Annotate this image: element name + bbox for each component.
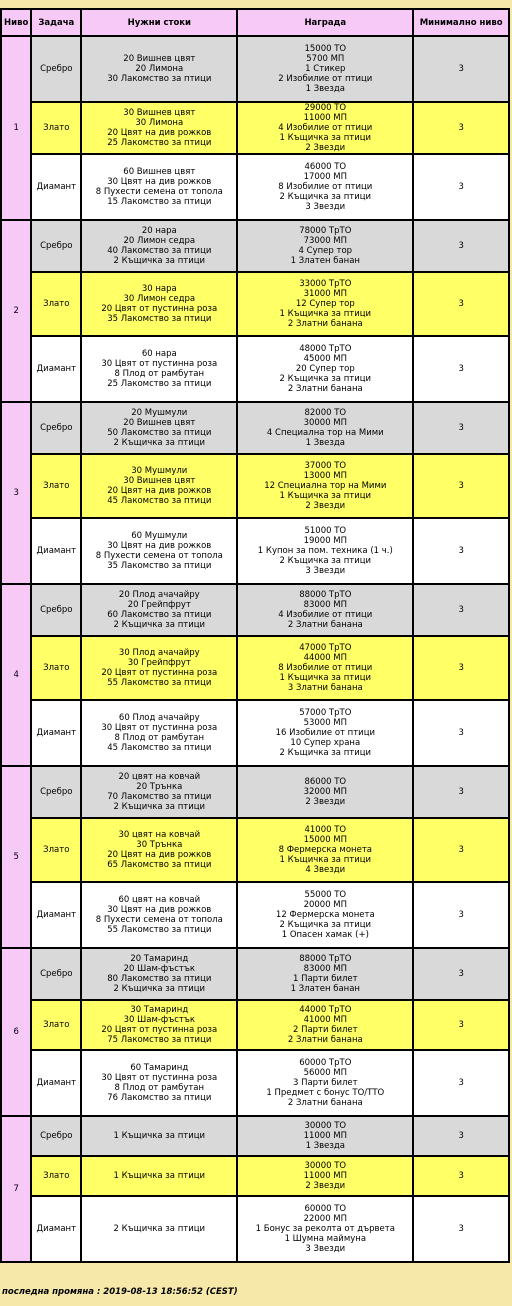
table-row — [1, 272, 509, 336]
goods-cell — [81, 36, 237, 102]
goods-line: 50 Лакомство за птици — [107, 428, 212, 438]
reward-line: 44000 ТрТО — [299, 1005, 352, 1015]
reward-line: 2 Златни банана — [287, 1098, 363, 1108]
reward-line: 30000 ТО — [304, 1121, 347, 1131]
goods-line: 30 Грейпфрут — [127, 658, 191, 668]
task-diamond-cell: Диамант — [31, 1050, 81, 1116]
reward-cell — [237, 766, 413, 818]
task-gold-cell: Злато — [31, 636, 81, 700]
task-diamond-cell: Диамант — [31, 882, 81, 948]
goods-line: 30 Лакомство за птици — [107, 74, 212, 84]
goods-line: 2 Къщичка за птици — [113, 984, 206, 994]
reward-line: 1 Златен банан — [290, 984, 360, 994]
reward-line: 1 Парти билет — [292, 974, 358, 984]
goods-line: 60 Тамаринд — [130, 1063, 189, 1073]
goods-cell — [81, 882, 237, 948]
header-goods: Нужни стоки — [81, 9, 237, 36]
reward-line: 2 Златни банана — [287, 620, 363, 630]
level-cell: 4 — [1, 584, 31, 766]
last-modified-footer: последна промяна : 2019-08-13 18:56:52 (CEST) — [2, 1287, 238, 1297]
table-row — [1, 700, 509, 766]
goods-line: 2 Къщичка за птици — [113, 802, 206, 812]
reward-line: 1 Звезда — [305, 438, 345, 448]
reward-line: 2 Къщичка за птици — [279, 920, 372, 930]
reward-line: 12 Фермерска монета — [275, 910, 375, 920]
table-row — [1, 518, 509, 584]
goods-line: 30 Шам-фъстък — [123, 1015, 195, 1025]
goods-line: 15 Лакомство за птици — [107, 197, 212, 207]
reward-line: 33000 ТрТО — [299, 279, 352, 289]
reward-line: 4 Изобилие от птици — [278, 123, 373, 133]
reward-cell — [237, 584, 413, 636]
reward-cell — [237, 1116, 413, 1156]
goods-cell — [81, 518, 237, 584]
min-level-cell: 3 — [413, 636, 509, 700]
goods-line: 35 Лакомство за птици — [107, 314, 212, 324]
goods-line: 20 Лимон седра — [123, 236, 196, 246]
reward-line: 1 Звезда — [305, 1141, 345, 1151]
min-level-cell: 3 — [413, 454, 509, 518]
min-level-cell: 3 — [413, 766, 509, 818]
reward-line: 1 Къщичка за птици — [279, 309, 372, 319]
task-diamond-cell: Диамант — [31, 336, 81, 402]
reward-line: 3 Златни банана — [287, 683, 363, 693]
reward-line: 82000 ТО — [304, 408, 347, 418]
reward-line: 53000 МП — [303, 718, 348, 728]
level-cell: 7 — [1, 1116, 31, 1262]
level-cell: 6 — [1, 948, 31, 1116]
task-gold-cell: Злато — [31, 454, 81, 518]
reward-line: 3 Парти билет — [292, 1078, 358, 1088]
reward-line: 16 Изобилие от птици — [275, 728, 376, 738]
min-level-cell: 3 — [413, 882, 509, 948]
goods-cell — [81, 220, 237, 272]
task-silver-cell: Сребро — [31, 766, 81, 818]
reward-line: 4 Звезди — [305, 865, 346, 875]
goods-line: 2 Къщичка за птици — [113, 1224, 206, 1234]
min-level-cell: 3 — [413, 518, 509, 584]
reward-cell — [237, 948, 413, 1000]
reward-cell — [237, 818, 413, 882]
level-cell: 5 — [1, 766, 31, 948]
task-silver-cell: Сребро — [31, 584, 81, 636]
reward-line: 22000 МП — [303, 1214, 348, 1224]
goods-line: 30 Цвят на див рожков — [107, 177, 212, 187]
reward-line: 31000 МП — [303, 289, 348, 299]
reward-line: 86000 ТО — [304, 777, 347, 787]
goods-line: 20 Вишнев цвят — [123, 418, 196, 428]
goods-line: 20 Цвят от пустинна роза — [101, 1025, 218, 1035]
goods-line: 30 Цвят на див рожков — [107, 905, 212, 915]
goods-line: 30 нара — [141, 284, 177, 294]
goods-line: 20 нара — [141, 226, 177, 236]
min-level-cell: 3 — [413, 336, 509, 402]
reward-line: 4 Изобилие от птици — [278, 610, 373, 620]
goods-line: 30 Лимон седра — [123, 294, 196, 304]
reward-line: 12 Супер тор — [295, 299, 355, 309]
rewards-table — [0, 8, 510, 1263]
level-cell: 2 — [1, 220, 31, 402]
goods-line: 20 Шам-фъстък — [123, 964, 195, 974]
reward-line: 4 Супер тор — [298, 246, 353, 256]
min-level-cell: 3 — [413, 948, 509, 1000]
reward-line: 3 Звезди — [305, 566, 346, 576]
table-row — [1, 220, 509, 272]
goods-line: 65 Лакомство за птици — [107, 860, 212, 870]
table-row — [1, 336, 509, 402]
reward-line: 2 Изобилие от птици — [278, 74, 373, 84]
task-silver-cell: Сребро — [31, 948, 81, 1000]
min-level-cell: 3 — [413, 1196, 509, 1262]
goods-line: 8 Плод от рамбутан — [114, 733, 205, 743]
task-gold-cell: Злато — [31, 818, 81, 882]
reward-cell — [237, 882, 413, 948]
reward-line: 1 Купон за пом. техника (1 ч.) — [257, 546, 393, 556]
reward-cell — [237, 1050, 413, 1116]
header-row — [1, 9, 509, 36]
reward-line: 3 Звезди — [305, 1244, 346, 1254]
goods-line: 60 Вишнев цвят — [123, 167, 196, 177]
task-gold-cell: Злато — [31, 1156, 81, 1196]
goods-cell — [81, 1196, 237, 1262]
min-level-cell: 3 — [413, 220, 509, 272]
goods-line: 20 Цвят от пустинна роза — [101, 304, 218, 314]
reward-line: 41000 ТО — [304, 825, 347, 835]
goods-line: 20 Мушмули — [131, 408, 188, 418]
level-cell: 1 — [1, 36, 31, 220]
task-silver-cell: Сребро — [31, 220, 81, 272]
goods-cell — [81, 584, 237, 636]
reward-line: 83000 МП — [303, 600, 348, 610]
table-row — [1, 1116, 509, 1156]
reward-line: 56000 МП — [303, 1068, 348, 1078]
reward-line: 10 Супер храна — [290, 738, 361, 748]
table-row — [1, 454, 509, 518]
task-silver-cell: Сребро — [31, 402, 81, 454]
table-row — [1, 948, 509, 1000]
goods-line: 55 Лакомство за птици — [107, 678, 212, 688]
reward-line: 1 Звезда — [305, 84, 345, 94]
reward-line: 8 Изобилие от птици — [278, 663, 373, 673]
goods-cell — [81, 818, 237, 882]
goods-line: 20 Лимона — [135, 64, 184, 74]
header-min-level: Минимално ниво — [413, 9, 509, 36]
reward-line: 5700 МП — [306, 54, 345, 64]
goods-line: 30 Лимона — [135, 118, 184, 128]
reward-cell — [237, 1196, 413, 1262]
reward-cell — [237, 102, 413, 154]
task-diamond-cell: Диамант — [31, 518, 81, 584]
reward-cell — [237, 636, 413, 700]
reward-line: 88000 ТрТО — [299, 590, 352, 600]
goods-cell — [81, 336, 237, 402]
table-row — [1, 154, 509, 220]
reward-line: 1 Бонус за реколта от дървета — [255, 1224, 395, 1234]
goods-cell — [81, 1050, 237, 1116]
goods-line: 20 Цвят на див рожков — [107, 128, 212, 138]
reward-line: 57000 ТрТО — [299, 708, 352, 718]
goods-line: 30 Вишнев цвят — [123, 108, 196, 118]
task-silver-cell: Сребро — [31, 36, 81, 102]
table-row — [1, 36, 509, 102]
goods-line: 8 Пухести семена от топола — [95, 551, 223, 561]
goods-line: 60 Плод ачачайру — [118, 713, 200, 723]
goods-line: 60 Лакомство за птици — [107, 610, 212, 620]
goods-line: 30 Трънка — [136, 840, 183, 850]
table-row — [1, 766, 509, 818]
reward-line: 11000 МП — [303, 1171, 348, 1181]
table-row — [1, 882, 509, 948]
goods-line: 20 Плод ачачайру — [118, 590, 200, 600]
goods-line: 30 Цвят на див рожков — [107, 541, 212, 551]
table-row — [1, 1156, 509, 1196]
reward-line: 13000 МП — [303, 471, 348, 481]
header-task: Задача — [31, 9, 81, 36]
goods-cell — [81, 454, 237, 518]
reward-cell — [237, 700, 413, 766]
level-cell: 3 — [1, 402, 31, 584]
goods-line: 45 Лакомство за птици — [107, 496, 212, 506]
reward-line: 51000 ТО — [304, 526, 347, 536]
goods-line: 30 Цвят от пустинна роза — [101, 1073, 218, 1083]
reward-line: 2 Къщичка за птици — [279, 748, 372, 758]
reward-line: 12 Специална тор на Мими — [264, 481, 387, 491]
task-gold-cell: Злато — [31, 102, 81, 154]
reward-cell — [237, 518, 413, 584]
goods-cell — [81, 1156, 237, 1196]
reward-line: 1 Шумна маймуна — [284, 1234, 367, 1244]
reward-line: 20 Супер тор — [295, 364, 355, 374]
reward-line: 1 Стикер — [305, 64, 346, 74]
reward-line: 1 Къщичка за птици — [279, 855, 372, 865]
reward-line: 1 Къщичка за птици — [279, 133, 372, 143]
task-gold-cell: Злато — [31, 1000, 81, 1050]
goods-line: 60 цвят на ковчай — [118, 895, 201, 905]
min-level-cell: 3 — [413, 818, 509, 882]
goods-line: 70 Лакомство за птици — [107, 792, 212, 802]
reward-line: 15000 ТО — [304, 44, 347, 54]
goods-line: 76 Лакомство за птици — [107, 1093, 212, 1103]
reward-line: 8 Изобилие от птици — [278, 182, 373, 192]
goods-line: 2 Къщичка за птици — [113, 256, 206, 266]
reward-line: 1 Опасен хамак (+) — [281, 930, 369, 940]
goods-line: 20 Цвят на див рожков — [107, 486, 212, 496]
min-level-cell: 3 — [413, 1050, 509, 1116]
reward-line: 20000 МП — [303, 900, 348, 910]
reward-line: 17000 МП — [303, 172, 348, 182]
reward-line: 73000 МП — [303, 236, 348, 246]
reward-line: 46000 ТО — [304, 162, 347, 172]
goods-line: 35 Лакомство за птици — [107, 561, 212, 571]
goods-line: 30 Вишнев цвят — [123, 476, 196, 486]
task-diamond-cell: Диамант — [31, 154, 81, 220]
reward-line: 60000 ТО — [304, 1204, 347, 1214]
table-row — [1, 402, 509, 454]
table-row — [1, 1050, 509, 1116]
goods-line: 40 Лакомство за птици — [107, 246, 212, 256]
goods-line: 8 Пухести семена от топола — [95, 915, 223, 925]
goods-line: 20 Грейпфрут — [127, 600, 191, 610]
reward-line: 2 Звезди — [305, 143, 346, 153]
reward-line: 30000 МП — [303, 418, 348, 428]
reward-line: 15000 МП — [303, 835, 348, 845]
min-level-cell: 3 — [413, 102, 509, 154]
table-row — [1, 636, 509, 700]
goods-line: 60 нара — [141, 349, 177, 359]
goods-cell — [81, 636, 237, 700]
goods-line: 30 цвят на ковчай — [118, 830, 201, 840]
goods-cell — [81, 402, 237, 454]
min-level-cell: 3 — [413, 1156, 509, 1196]
reward-line: 2 Златни банана — [287, 319, 363, 329]
goods-cell — [81, 272, 237, 336]
goods-line: 8 Пухести семена от топола — [95, 187, 223, 197]
table-row — [1, 584, 509, 636]
goods-cell — [81, 102, 237, 154]
reward-line: 32000 МП — [303, 787, 348, 797]
reward-cell — [237, 36, 413, 102]
goods-line: 25 Лакомство за птици — [107, 138, 212, 148]
goods-line: 80 Лакомство за птици — [107, 974, 212, 984]
reward-line: 41000 МП — [303, 1015, 348, 1025]
goods-cell — [81, 766, 237, 818]
goods-cell — [81, 700, 237, 766]
reward-cell — [237, 402, 413, 454]
table-row — [1, 102, 509, 154]
goods-line: 1 Къщичка за птици — [113, 1131, 206, 1141]
reward-line: 3 Звезди — [305, 202, 346, 212]
task-diamond-cell: Диамант — [31, 1196, 81, 1262]
goods-line: 25 Лакомство за птици — [107, 379, 212, 389]
reward-line: 30000 ТО — [304, 1161, 347, 1171]
reward-line: 55000 ТО — [304, 890, 347, 900]
task-gold-cell: Злато — [31, 272, 81, 336]
min-level-cell: 3 — [413, 1116, 509, 1156]
reward-cell — [237, 154, 413, 220]
goods-line: 30 Тамаринд — [130, 1005, 189, 1015]
reward-line: 2 Къщичка за птици — [279, 556, 372, 566]
reward-line: 2 Къщичка за птици — [279, 192, 372, 202]
reward-line: 1 Предмет с бонус ТО/ТТО — [266, 1088, 385, 1098]
reward-cell — [237, 1156, 413, 1196]
reward-line: 48000 ТрТО — [299, 344, 352, 354]
min-level-cell: 3 — [413, 154, 509, 220]
header-reward: Награда — [237, 9, 413, 36]
goods-line: 30 Мушмули — [131, 466, 188, 476]
goods-line: 1 Къщичка за птици — [113, 1171, 206, 1181]
reward-line: 47000 ТрТО — [299, 643, 352, 653]
goods-cell — [81, 1000, 237, 1050]
goods-cell — [81, 948, 237, 1000]
reward-line: 29000 ТО — [304, 103, 347, 113]
reward-line: 88000 ТрТО — [299, 954, 352, 964]
goods-line: 2 Къщичка за птици — [113, 438, 206, 448]
goods-cell — [81, 154, 237, 220]
min-level-cell: 3 — [413, 1000, 509, 1050]
reward-line: 1 Къщичка за птици — [279, 673, 372, 683]
table-row — [1, 1000, 509, 1050]
reward-line: 60000 ТрТО — [299, 1058, 352, 1068]
reward-line: 19000 МП — [303, 536, 348, 546]
goods-line: 30 Цвят от пустинна роза — [101, 723, 218, 733]
goods-line: 8 Плод от рамбутан — [114, 369, 205, 379]
reward-line: 1 Златен банан — [290, 256, 360, 266]
header-level: Ниво — [1, 9, 31, 36]
goods-line: 2 Къщичка за птици — [113, 620, 206, 630]
reward-line: 2 Звезди — [305, 501, 346, 511]
min-level-cell: 3 — [413, 272, 509, 336]
goods-line: 20 Цвят от пустинна роза — [101, 668, 218, 678]
goods-line: 20 цвят на ковчай — [118, 772, 201, 782]
goods-line: 45 Лакомство за птици — [107, 743, 212, 753]
goods-line: 30 Плод ачачайру — [118, 648, 200, 658]
reward-line: 2 Звезди — [305, 1181, 346, 1191]
reward-cell — [237, 220, 413, 272]
task-silver-cell: Сребро — [31, 1116, 81, 1156]
reward-line: 11000 МП — [303, 1131, 348, 1141]
reward-line: 37000 ТО — [304, 461, 347, 471]
reward-line: 83000 МП — [303, 964, 348, 974]
goods-line: 75 Лакомство за птици — [107, 1035, 212, 1045]
goods-line: 20 Вишнев цвят — [123, 54, 196, 64]
reward-line: 2 Златни банана — [287, 1035, 363, 1045]
table-row — [1, 1196, 509, 1262]
goods-line: 8 Плод от рамбутан — [114, 1083, 205, 1093]
reward-line: 1 Къщичка за птици — [279, 491, 372, 501]
reward-line: 2 Парти билет — [292, 1025, 358, 1035]
min-level-cell: 3 — [413, 700, 509, 766]
reward-line: 2 Къщичка за птици — [279, 374, 372, 384]
reward-cell — [237, 272, 413, 336]
reward-line: 45000 МП — [303, 354, 348, 364]
goods-line: 30 Цвят от пустинна роза — [101, 359, 218, 369]
min-level-cell: 3 — [413, 584, 509, 636]
reward-line: 78000 ТрТО — [299, 226, 352, 236]
goods-line: 20 Тамаринд — [130, 954, 189, 964]
goods-line: 20 Цвят на див рожков — [107, 850, 212, 860]
reward-cell — [237, 336, 413, 402]
reward-cell — [237, 1000, 413, 1050]
goods-line: 55 Лакомство за птици — [107, 925, 212, 935]
reward-line: 4 Специална тор на Мими — [266, 428, 384, 438]
reward-line: 8 Фермерска монета — [278, 845, 372, 855]
goods-line: 60 Мушмули — [131, 531, 188, 541]
reward-cell — [237, 454, 413, 518]
reward-line: 2 Златни банана — [287, 384, 363, 394]
table-row — [1, 818, 509, 882]
goods-line: 20 Трънка — [136, 782, 183, 792]
reward-line: 11000 МП — [303, 113, 348, 123]
reward-line: 2 Звезди — [305, 797, 346, 807]
min-level-cell: 3 — [413, 402, 509, 454]
task-diamond-cell: Диамант — [31, 700, 81, 766]
goods-cell — [81, 1116, 237, 1156]
reward-line: 44000 МП — [303, 653, 348, 663]
min-level-cell: 3 — [413, 36, 509, 102]
